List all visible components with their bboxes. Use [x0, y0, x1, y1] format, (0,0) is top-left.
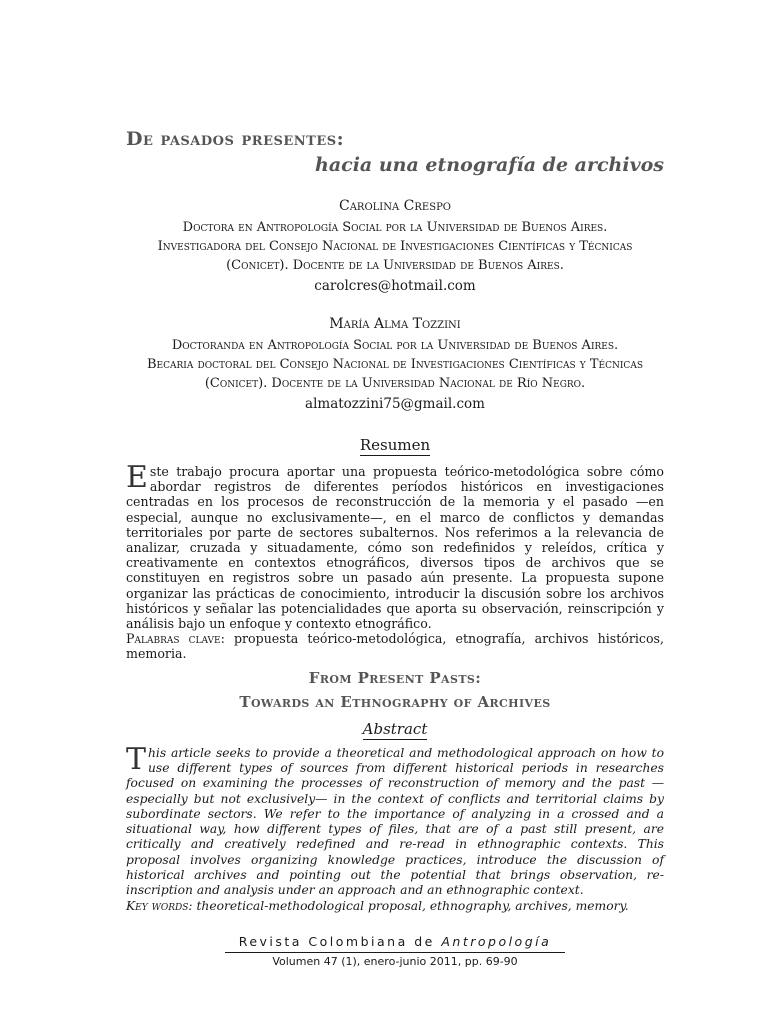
journal-name-prefix: Revista Colombiana de	[238, 933, 442, 949]
author-email: almatozzini75@gmail.com	[305, 396, 485, 412]
resumen-heading-text: Resumen	[359, 436, 431, 454]
abstract-keywords: theoretical-methodological proposal, ethnography, archives, memory.	[196, 898, 629, 913]
article-title: De pasados presentes:	[126, 128, 345, 150]
english-title	[126, 666, 664, 714]
abstract-heading-text: Abstract	[362, 719, 428, 738]
author-affiliation-line: Investigadora del Consejo Nacional de Investigaciones Científicas y Técnicas	[157, 239, 633, 254]
article-subtitle: hacia una etnografía de archivos	[315, 154, 664, 176]
author-affiliation-line: (Conicet). Docente de la Universidad Nacional de Río Negro.	[204, 376, 586, 391]
resumen-keywords: propuesta teórico-metodológica, etnografía, archivos históricos, memoria.	[126, 631, 664, 662]
author-affiliation-line: Doctoranda en Antropología Social por la Universidad de Buenos Aires.	[171, 338, 619, 353]
author-name: María Alma Tozzini	[329, 316, 461, 332]
author-email: carolcres@hotmail.com	[314, 278, 476, 294]
journal-name	[126, 934, 664, 949]
author-affiliation-line: Doctora en Antropología Social por la Universidad de Buenos Aires.	[182, 220, 608, 235]
resumen-keywords-label: Palabras clave:	[126, 631, 225, 647]
resumen-heading	[126, 436, 664, 458]
abstract-heading	[126, 720, 664, 742]
author-name: Carolina Crespo	[339, 198, 451, 214]
resumen-text: ste trabajo procura aportar una propuesta teórico-metodológica sobre cómo abordar registros de diferentes períodos históricos en investigaciones centradas en los procesos de reconstrucción de la memoria y el pasado —en especial, aunque no exclusivamente—, en el marco de conflictos y demandas territoriales por parte de sectores subalternos. Nos referimos a la relevancia de analizar, cruzada y situadamente, cómo son redefinidos y releídos, crítica y creativamente en contextos etnográficos, diversos tipos de archivos que se constituyen en registros sobre un pasado aún presente. La propuesta supone organizar las prácticas de conocimiento, introducir la discusión sobre los archivos históricos y señalar las potencialidades que aporta su observación, reinscripción y análisis bajo un enfoque y contexto etnográfico.	[126, 464, 664, 632]
footer-divider	[225, 952, 565, 953]
english-title-line1: From Present Pasts:	[308, 668, 482, 687]
journal-volume: Volumen 47 (1), enero-junio 2011, pp. 69-90	[272, 954, 518, 968]
article-first-page	[126, 128, 664, 968]
resumen-dropcap: E	[126, 460, 148, 495]
abstract-text: his article seeks to provide a theoretical and methodological approach on how to use different types of sources from different historical periods in researches focused on examining the processes of reconstruction of memory and the past —especially but not exclusively— in the context of conflicts and territorial claims by subordinate sectors. We refer to the importance of analyzing in a crossed and a situational way, how different types of files, that are of a past still present, are critically and creatively redefined and re-read in ethnographic contexts. This proposal involves organizing knowledge practices, introduce the discussion of historical archives and pointing out the potential that brings observation, re-inscription and analysis under an approach and an ethnographic context.	[126, 745, 664, 898]
journal-name-suffix: Antropología	[441, 933, 552, 949]
english-title-line2: Towards an Ethnography of Archives	[239, 692, 551, 711]
author-affiliation-line: (Conicet). Docente de la Universidad de Buenos Aires.	[226, 258, 564, 273]
resumen-body	[126, 460, 664, 662]
abstract-keywords-label: Key words:	[126, 898, 193, 913]
author-block-2	[126, 316, 664, 416]
author-affiliation-line: Becaria doctoral del Consejo Nacional de Investigaciones Científicas y Técnicas	[147, 357, 643, 372]
abstract-body	[126, 741, 664, 914]
abstract-dropcap: T	[126, 741, 147, 777]
author-block-1	[126, 198, 664, 298]
